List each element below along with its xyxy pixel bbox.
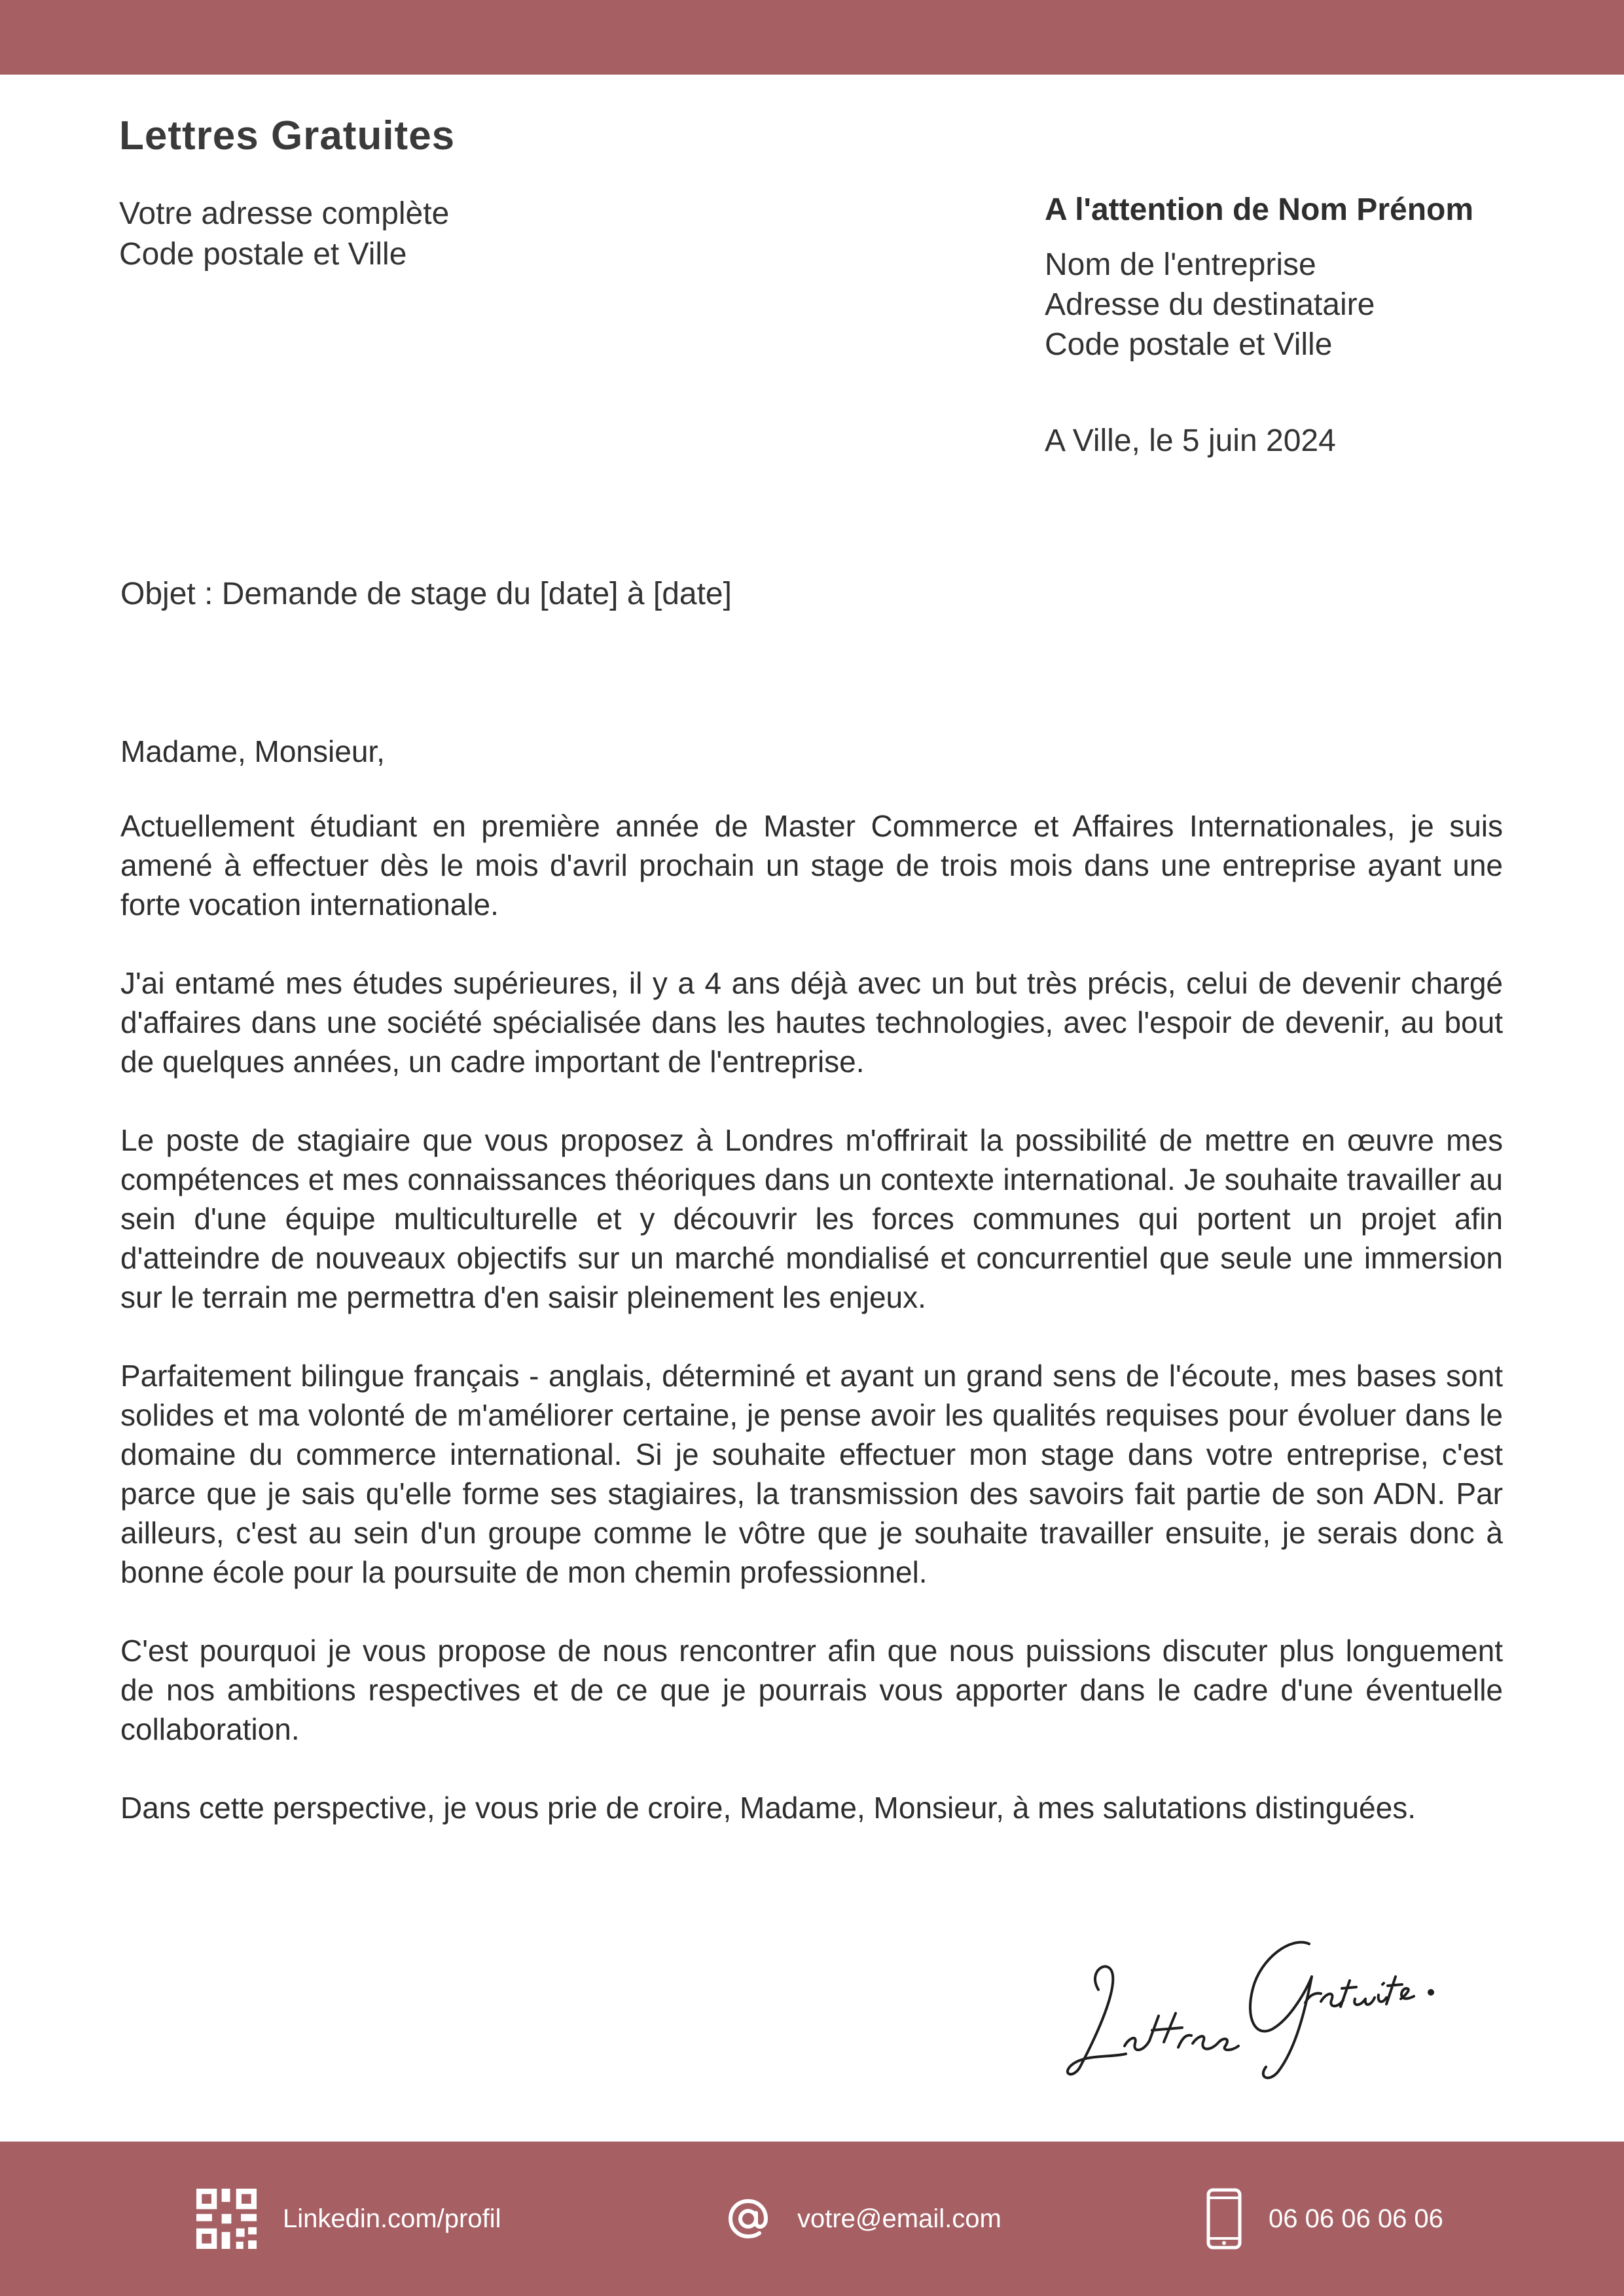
- salutation: Madame, Monsieur,: [120, 734, 385, 768]
- body-paragraph: Le poste de stagiaire que vous proposez à Londres m'offrirait la possibilité de mettre en œuvre mes compétences et mes connaissances théoriques dans un contexte international. Je souhaite travailler au sein d'une équipe multiculturelle et y découvrir les forces communes qui portent un projet afin d'atteindre de nouveaux objectifs sur un marché mondialisé et concurrentiel que seule une immersion sur le terrain me permettra d'en saisir pleinement les enjeux.: [120, 1123, 1503, 1314]
- recipient-block: [1045, 190, 1473, 365]
- phone-number[interactable]: 06 06 06 06 06: [1269, 2204, 1443, 2233]
- recipient-line: Code postale et Ville: [1045, 327, 1333, 362]
- body-paragraph: Parfaitement bilingue français - anglais, déterminé et ayant un grand sens de l'écoute, mes bases sont solides et ma volonté de m'améliorer certaine, je pense avoir les qualités requises pour évoluer dans le domaine du commerce international. Si je souhaite effectuer mon stage dans votre entreprise, c'est parce que je sais qu'elle forme ses stagiaires, la transmission des savoirs fait partie de son ADN. Par ailleurs, c'est au sein d'un groupe comme le vôtre que je souhaite travailler ensuite, je serais donc à bonne école pour la poursuite de mon chemin professionnel.: [120, 1359, 1503, 1589]
- qr-code-icon: [196, 2189, 257, 2249]
- recipient-attention: A l'attention de Nom Prénom: [1045, 192, 1474, 227]
- sender-name: Lettres Gratuites: [119, 113, 456, 158]
- letter-subject: Objet : Demande de stage du [date] à [date]: [120, 577, 732, 611]
- body-paragraph: C'est pourquoi je vous propose de nous rencontrer afin que nous puissions discuter plus longuement de nos ambitions respectives et de ce que je pourrais vous apporter dans le cadre d'une éventuelle collaboration.: [120, 1634, 1503, 1746]
- footer-email[interactable]: [725, 2186, 1001, 2251]
- at-sign-icon: [725, 2196, 771, 2242]
- recipient-line: Adresse du destinataire: [1045, 287, 1375, 322]
- linkedin-link[interactable]: Linkedin.com/profil: [283, 2204, 501, 2233]
- closing-paragraph: Dans cette perspective, je vous prie de croire, Madame, Monsieur, à mes salutations distinguées.: [120, 1791, 1416, 1825]
- handwritten-signature: [1047, 1918, 1440, 2088]
- footer-linkedin[interactable]: [196, 2186, 501, 2251]
- recipient-line: Nom de l'entreprise: [1045, 247, 1316, 282]
- sender-address-line: Votre adresse complète: [119, 196, 450, 231]
- top-accent-band: [0, 0, 1624, 75]
- body-paragraph: J'ai entamé mes études supérieures, il y a 4 ans déjà avec un but très précis, celui de devenir chargé d'affaires dans une société spécialisée dans les hautes technologies, avec l'espoir de devenir, au bout de quelques années, un cadre important de l'entreprise.: [120, 966, 1503, 1079]
- body-paragraph: Actuellement étudiant en première année de Master Commerce et Affaires Internationales, je suis amené à effectuer dès le mois d'avril prochain un stage de trois mois dans une entreprise ayant une forte vocation internationale.: [120, 809, 1503, 922]
- sender-address: [119, 194, 449, 275]
- letter-body: [120, 732, 1503, 1867]
- sender-address-line: Code postale et Ville: [119, 237, 407, 272]
- email-link[interactable]: votre@email.com: [797, 2204, 1001, 2233]
- letter-date: A Ville, le 5 juin 2024: [1045, 423, 1336, 458]
- smartphone-icon: [1206, 2187, 1242, 2250]
- footer-phone[interactable]: [1206, 2186, 1443, 2251]
